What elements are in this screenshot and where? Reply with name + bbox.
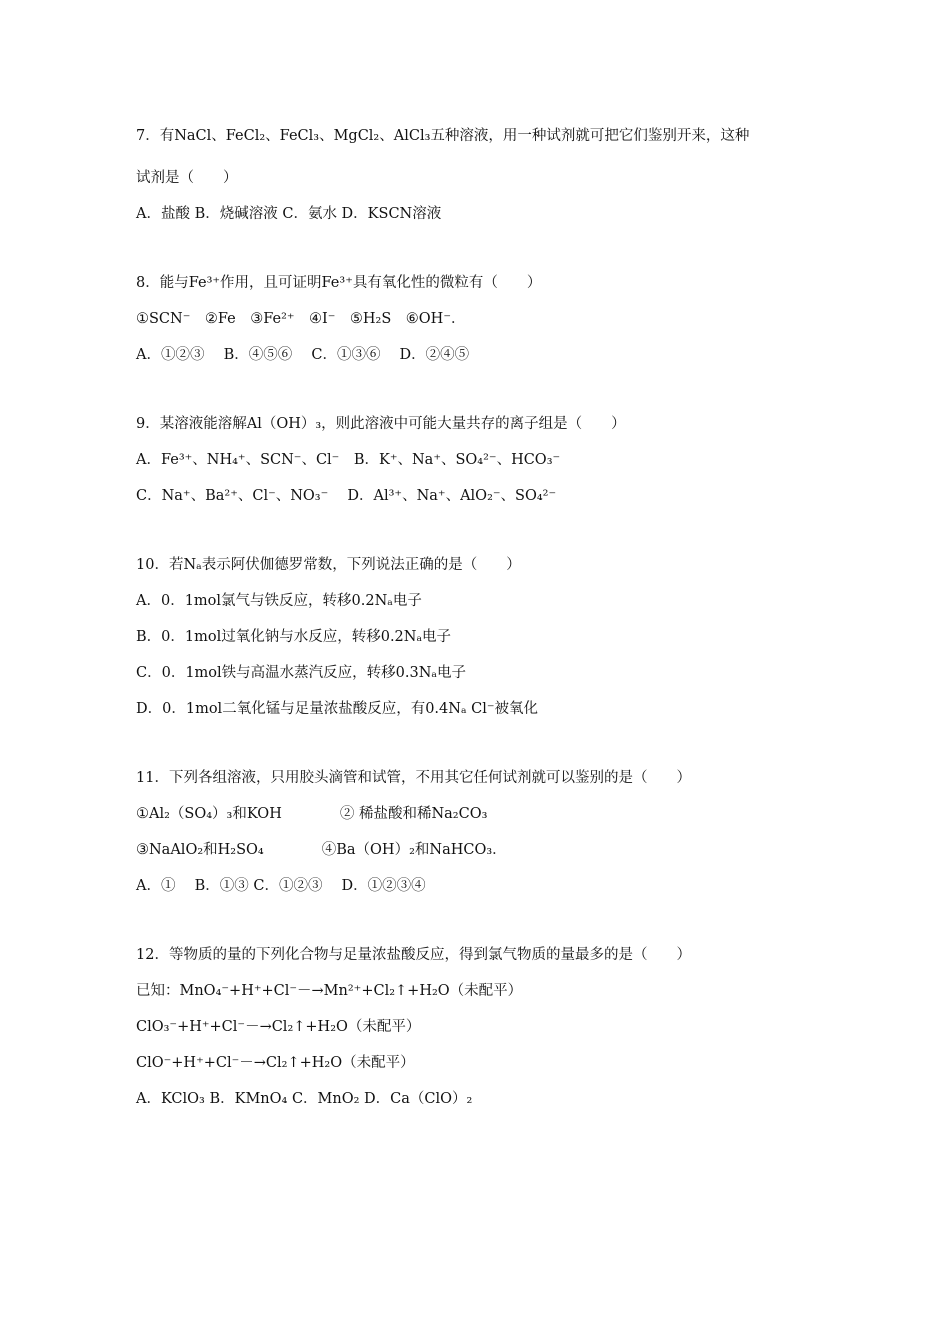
- q10-stem: 10．若Nₐ表示阿伏伽德罗常数，下列说法正确的是（ ）: [136, 557, 521, 573]
- q8-options: A．①②③ B．④⑤⑥ C．①③⑥ D．②④⑤: [136, 347, 470, 363]
- q7-stem-line-2: 试剂是（ ）: [136, 170, 238, 186]
- q9-options-cd: C．Na⁺、Ba²⁺、Cl⁻、NO₃⁻ D．Al³⁺、Na⁺、AlO₂⁻、SO₄²⁻: [136, 488, 557, 504]
- q12-known-1: 已知：MnO₄⁻+H⁺+Cl⁻－→Mn²⁺+Cl₂↑+H₂O（未配平）: [136, 983, 523, 999]
- q12-known-2: ClO₃⁻+H⁺+Cl⁻－→Cl₂↑+H₂O（未配平）: [136, 1019, 421, 1035]
- q9-options-ab: A．Fe³⁺、NH₄⁺、SCN⁻、Cl⁻ B．K⁺、Na⁺、SO₄²⁻、HCO₃⁻: [136, 452, 561, 468]
- q11-options: A．① B．①③ C．①②③ D．①②③④: [136, 878, 426, 894]
- q12-options: A．KClO₃ B．KMnO₄ C．MnO₂ D．Ca（ClO）₂: [136, 1091, 473, 1107]
- q9-stem: 9．某溶液能溶解Al（OH）₃，则此溶液中可能大量共存的离子组是（ ）: [136, 416, 626, 432]
- q12-stem: 12．等物质的量的下列化合物与足量浓盐酸反应，得到氯气物质的量最多的是（ ）: [136, 947, 691, 963]
- q8-items: ①SCN⁻ ②Fe ③Fe²⁺ ④I⁻ ⑤H₂S ⑥OH⁻．: [136, 311, 466, 327]
- q10-option-b: B．0．1mol过氧化钠与水反应，转移0.2Nₐ电子: [136, 629, 452, 645]
- q11-stem: 11．下列各组溶液，只用胶头滴管和试管，不用其它任何试剂就可以鉴别的是（ ）: [136, 770, 691, 786]
- q11-items-3-4: ③NaAlO₂和H₂SO₄ ④Ba（OH）₂和NaHCO₃．: [136, 842, 507, 858]
- q8-stem: 8．能与Fe³⁺作用，且可证明Fe³⁺具有氧化性的微粒有（ ）: [136, 275, 542, 291]
- q12-known-3: ClO⁻+H⁺+Cl⁻－→Cl₂↑+H₂O（未配平）: [136, 1055, 415, 1071]
- q7-options: A．盐酸 B．烧碱溶液 C．氨水 D．KSCN溶液: [136, 206, 442, 222]
- q10-option-d: D．0．1mol二氧化锰与足量浓盐酸反应，有0.4Nₐ Cl⁻被氧化: [136, 701, 539, 717]
- q10-option-a: A．0．1mol氯气与铁反应，转移0.2Nₐ电子: [136, 593, 422, 609]
- q7-stem-line-1: 7．有NaCl、FeCl₂、FeCl₃、MgCl₂、AlCl₃五种溶液，用一种试剂就可把它们鉴别开来，这种: [136, 128, 750, 144]
- q11-items-1-2: ①Al₂（SO₄）₃和KOH ② 稀盐酸和稀Na₂CO₃: [136, 806, 488, 822]
- q10-option-c: C．0．1mol铁与高温水蒸汽反应，转移0.3Nₐ电子: [136, 665, 467, 681]
